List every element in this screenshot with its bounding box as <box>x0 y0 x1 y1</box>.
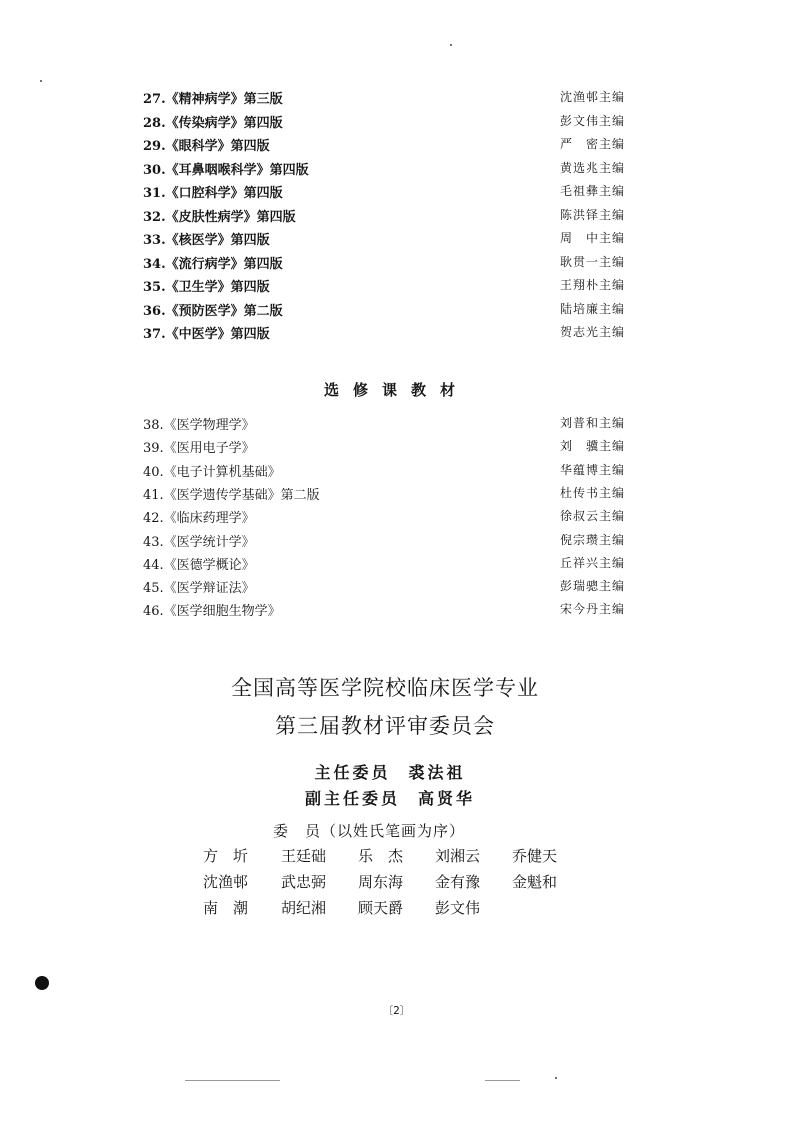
course-title: 46.《医学细胞生物学》 <box>143 604 281 620</box>
course-row <box>143 323 625 345</box>
course-title: 33.《核医学》第四版 <box>143 233 270 248</box>
course-row <box>143 507 625 529</box>
course-title: 30.《耳鼻咽喉科学》第四版 <box>143 162 309 178</box>
course-editor: 贺志光主编 <box>559 325 625 339</box>
course-editor: 华蕴博主编 <box>559 462 625 477</box>
course-title: 27.《精神病学》第三版 <box>143 92 283 107</box>
chair-line <box>0 760 780 783</box>
member-name: 方 圻 <box>203 847 249 865</box>
course-row <box>143 437 625 459</box>
course-row <box>143 484 625 506</box>
member-name: 南 潮 <box>203 899 249 917</box>
course-title: 41.《医学遗传学基础》第二版 <box>143 487 320 503</box>
committee-title-line-1: 全国高等医学院校临床医学专业 <box>231 676 539 700</box>
course-title: 44.《医德学概论》 <box>143 557 255 573</box>
chair-name: 裘法祖 <box>408 763 466 782</box>
member-name: 周东海 <box>358 873 404 891</box>
course-row <box>143 276 625 298</box>
course-row <box>143 253 625 275</box>
course-row <box>143 135 625 157</box>
course-editor: 陆培廉主编 <box>559 301 625 316</box>
course-title: 37.《中医学》第四版 <box>143 327 270 342</box>
course-title: 29.《眼科学》第四版 <box>143 139 270 154</box>
course-editor: 黄选兆主编 <box>559 160 625 175</box>
course-editor: 刘 骥主编 <box>559 439 625 454</box>
course-row <box>143 600 625 622</box>
course-editor: 耿贯一主编 <box>559 254 625 269</box>
course-title: 35.《卫生学》第四版 <box>143 280 270 295</box>
member-name: 刘湘云 <box>435 847 481 865</box>
course-editor: 毛祖彝主编 <box>559 184 625 198</box>
vice-chair-name: 高贤华 <box>418 789 476 808</box>
course-title: 40.《电子计算机基础》 <box>143 464 281 480</box>
course-editor: 彭文伟主编 <box>559 113 625 128</box>
chair-label: 主任委员 <box>314 763 391 782</box>
course-editor: 丘祥兴主编 <box>559 555 625 570</box>
course-row <box>143 531 625 553</box>
page-number: 〔2〕 <box>382 1004 411 1017</box>
scan-mark <box>485 1080 520 1081</box>
course-title: 45.《医学辩证法》 <box>143 581 255 597</box>
ink-blot <box>35 976 49 990</box>
course-row <box>143 159 625 181</box>
member-row <box>0 871 793 895</box>
course-editor: 刘普和主编 <box>559 416 625 430</box>
members-label: 委 员（以姓氏笔画为序） <box>273 822 466 840</box>
course-row <box>143 554 625 576</box>
committee-title-line-2: 第三届教材评审委员会 <box>275 714 495 738</box>
member-row <box>0 897 793 921</box>
course-row <box>143 577 625 599</box>
course-title: 28.《传染病学》第四版 <box>143 115 283 131</box>
course-title: 34.《流行病学》第四版 <box>143 256 283 272</box>
scan-mark <box>185 1080 280 1081</box>
member-name: 乔健天 <box>512 847 558 865</box>
course-title: 42.《临床药理学》 <box>143 511 255 527</box>
member-row <box>0 845 793 869</box>
course-editor: 杜传书主编 <box>559 485 625 500</box>
course-row <box>143 206 625 228</box>
course-title: 39.《医用电子学》 <box>143 441 255 457</box>
course-row <box>143 414 625 436</box>
course-title: 43.《医学统计学》 <box>143 534 255 550</box>
member-name: 乐 杰 <box>358 847 404 865</box>
scan-speck <box>40 80 42 82</box>
course-title: 32.《皮肤性病学》第四版 <box>143 209 296 225</box>
course-editor: 陈洪铎主编 <box>559 207 625 222</box>
member-name: 武忠弼 <box>281 873 327 891</box>
member-name: 沈渔邨 <box>203 873 249 891</box>
course-editor: 徐叔云主编 <box>559 509 625 524</box>
vice-chair-line <box>0 786 780 809</box>
elective-section-heading: 选修课教材 <box>323 381 469 399</box>
member-name: 王廷础 <box>281 847 327 865</box>
scan-speck <box>555 1077 557 1079</box>
member-name: 胡纪湘 <box>281 899 327 917</box>
course-row <box>143 182 625 204</box>
course-title: 38.《医学物理学》 <box>143 418 255 433</box>
course-editor: 沈渔邨主编 <box>559 90 625 104</box>
member-name: 金有豫 <box>435 873 481 891</box>
course-title: 36.《预防医学》第二版 <box>143 303 283 319</box>
course-editor: 宋今丹主编 <box>559 602 625 617</box>
course-editor: 彭瑞骢主编 <box>559 579 625 594</box>
course-editor: 周 中主编 <box>559 231 625 245</box>
member-name: 金魁和 <box>512 873 558 891</box>
course-row <box>143 461 625 483</box>
course-row <box>143 112 625 134</box>
course-editor: 严 密主编 <box>559 137 625 151</box>
course-title: 31.《口腔科学》第四版 <box>143 186 283 201</box>
member-name: 顾天爵 <box>358 899 404 917</box>
scan-speck <box>450 44 452 46</box>
course-row <box>143 300 625 322</box>
course-row <box>143 229 625 251</box>
vice-chair-label: 副主任委员 <box>304 789 400 808</box>
course-editor: 王翔朴主编 <box>559 278 625 292</box>
course-row <box>143 88 625 110</box>
member-name: 彭文伟 <box>435 899 481 917</box>
course-editor: 倪宗瓒主编 <box>559 532 625 547</box>
